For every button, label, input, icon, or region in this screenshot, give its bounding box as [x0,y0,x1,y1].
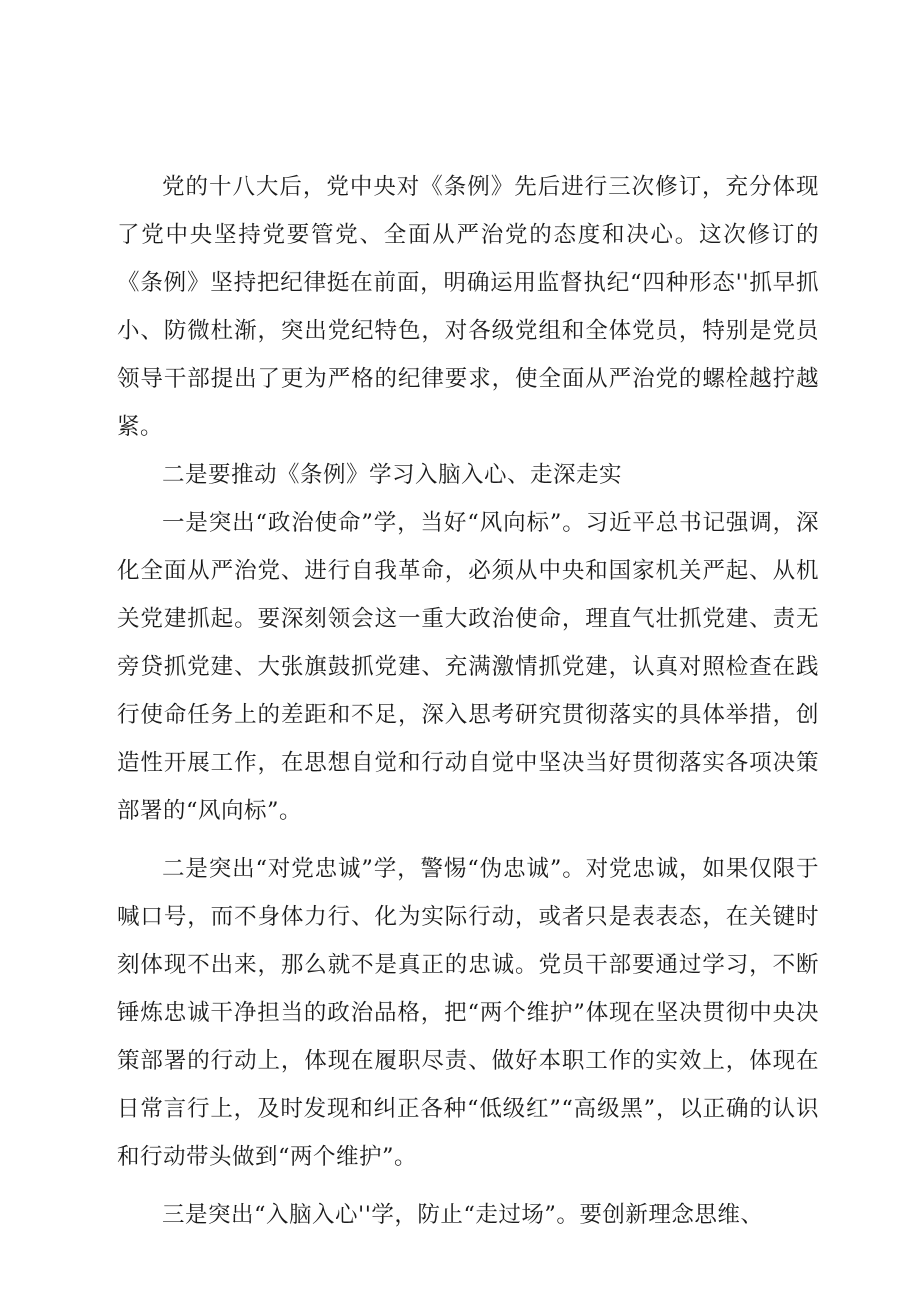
paragraph-revision-history: 党的十八大后，党中央对《条例》先后进行三次修订，充分体现了党中央坚持党要管党、全面从严治党的态度和决心。这次修订的《条例》坚持把纪律挺在前面，明确运用监督执纪“四种形态''抓早抓小、防微杜渐，突出党纪特色，对各级党组和全体党员，特别是党员领导干部提出了更为严格的纪律要求，使全面从严治党的螺栓越拧越紧。 [117,174,819,440]
document-body [117,163,819,1239]
paragraph-loyalty: 二是突出“对党忠诚”学，警惕“伪忠诚”。对党忠诚，如果仅限于喊口号，而不身体力行、化为实际行动，或者只是表表态，在关键时刻体现不出来，那么就不是真正的忠诚。党员干部要通过学习，不断锤炼忠诚干净担当的政治品格，把“两个维护”体现在坚决贯彻中央决策部署的行动上，体现在履职尽责、做好本职工作的实效上，体现在日常言行上，及时发现和纠正各种“低级红”“高级黑”，以正确的认识和行动带头做到“两个维护”。 [117,856,819,1170]
section-heading-study: 二是要推动《条例》学习入脑入心、走深走实 [162,462,623,488]
paragraph-internalize: 三是突出“入脑入心''学，防止“走过场”。要创新理念思维、 [162,1202,764,1228]
paragraph-political-mission: 一是突出“政治使命”学，当好“风向标”。习近平总书记强调，深化全面从严治党、进行自我革命，必须从中央和国家机关严起、从机关党建抓起。要深刻领会这一重大政治使命，理直气壮抓党建、责无旁贷抓党建、大张旗鼓抓党建、充满激情抓党建，认真对照检查在践行使命任务上的差距和不足，深入思考研究贯彻落实的具体举措，创造性开展工作，在思想自觉和行动自觉中坚决当好贯彻落实各项决策部署的“风向标”。 [117,510,819,824]
